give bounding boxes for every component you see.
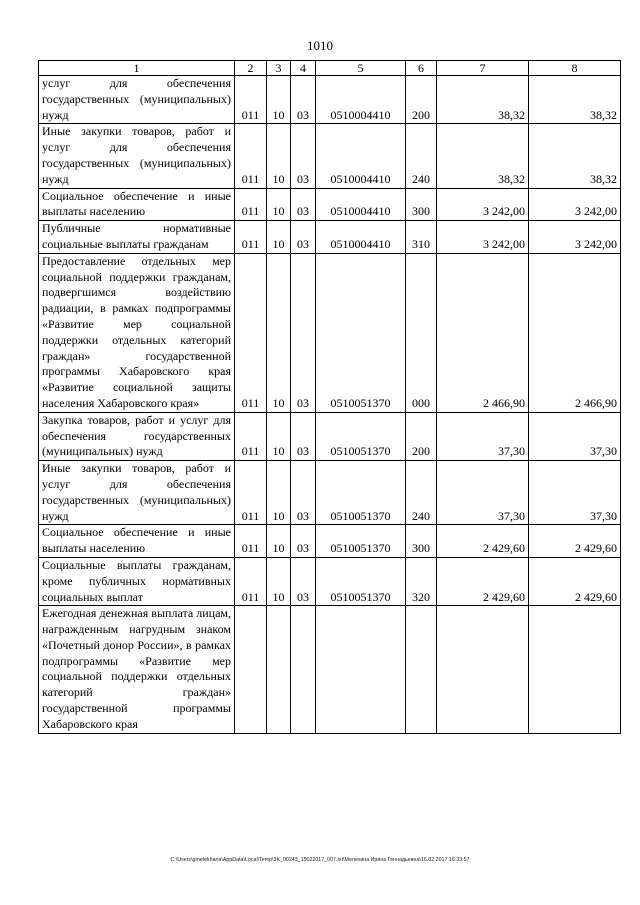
amount-actual: 3 242,00 xyxy=(529,188,621,221)
item-name: Публичные нормативные социальные выплаты гражданам xyxy=(39,221,235,254)
item-name: Ежегодная денежная выплата лицам, награжденным нагрудным знаком «Почетный донор России», в рамках подпрограммы «Развитие мер социальной поддержки отдельных категорий граждан» государственной программы Хабаровского края xyxy=(39,606,235,733)
subsection-code: 03 xyxy=(291,76,316,124)
item-name: Социальное обеспечение и иные выплаты населению xyxy=(39,188,235,221)
table-row xyxy=(39,253,621,412)
amount-plan: 3 242,00 xyxy=(437,188,529,221)
table-row xyxy=(39,557,621,605)
amount-plan: 2 466,90 xyxy=(437,253,529,412)
target-article-code: 0510051370 xyxy=(316,461,406,525)
page-number: 1010 xyxy=(307,38,333,53)
admin-code: 011 xyxy=(235,188,267,221)
amount-plan: 37,30 xyxy=(437,461,529,525)
section-code: 10 xyxy=(267,221,291,254)
admin-code: 011 xyxy=(235,76,267,124)
amount-actual: 38,32 xyxy=(529,124,621,188)
table-row xyxy=(39,412,621,460)
target-article-code: 0510004410 xyxy=(316,124,406,188)
amount-plan: 37,30 xyxy=(437,412,529,460)
item-name: Иные закупки товаров, работ и услуг для обеспечения государственных (муниципальных) нужд xyxy=(39,124,235,188)
expense-type-code: 240 xyxy=(406,124,437,188)
table-row xyxy=(39,461,621,525)
budget-table xyxy=(38,60,621,734)
amount-actual: 37,30 xyxy=(529,412,621,460)
subsection-code xyxy=(291,606,316,733)
subsection-code: 03 xyxy=(291,253,316,412)
section-code: 10 xyxy=(267,557,291,605)
target-article-code: 0510051370 xyxy=(316,525,406,558)
target-article-code: 0510004410 xyxy=(316,221,406,254)
col-header: 5 xyxy=(316,61,406,76)
table-row xyxy=(39,76,621,124)
expense-type-code: 200 xyxy=(406,76,437,124)
col-header: 8 xyxy=(529,61,621,76)
file-path-footer: C:\Users\gmelekhana\AppData\Local\Temp\3K_00243_15022017_007.txt\Мелехина Ирина Геннадьевна\16.02.2017 16:33:57 xyxy=(170,857,470,863)
table-row xyxy=(39,188,621,221)
subsection-code: 03 xyxy=(291,221,316,254)
col-header: 4 xyxy=(291,61,316,76)
section-code: 10 xyxy=(267,525,291,558)
amount-plan: 2 429,60 xyxy=(437,525,529,558)
admin-code: 011 xyxy=(235,124,267,188)
col-header: 3 xyxy=(267,61,291,76)
admin-code: 011 xyxy=(235,461,267,525)
expense-type-code: 300 xyxy=(406,188,437,221)
item-name: Социальные выплаты гражданам, кроме публичных нормативных социальных выплат xyxy=(39,557,235,605)
amount-plan: 2 429,60 xyxy=(437,557,529,605)
amount-actual xyxy=(529,606,621,733)
amount-actual: 2 429,60 xyxy=(529,525,621,558)
target-article-code: 0510004410 xyxy=(316,188,406,221)
section-code: 10 xyxy=(267,461,291,525)
table-row xyxy=(39,221,621,254)
section-code: 10 xyxy=(267,76,291,124)
amount-actual: 2 429,60 xyxy=(529,557,621,605)
expense-type-code: 240 xyxy=(406,461,437,525)
amount-plan: 3 242,00 xyxy=(437,221,529,254)
section-code: 10 xyxy=(267,188,291,221)
admin-code: 011 xyxy=(235,221,267,254)
admin-code xyxy=(235,606,267,733)
item-name: Социальное обеспечение и иные выплаты населению xyxy=(39,525,235,558)
amount-plan xyxy=(437,606,529,733)
expense-type-code: 300 xyxy=(406,525,437,558)
subsection-code: 03 xyxy=(291,124,316,188)
subsection-code: 03 xyxy=(291,412,316,460)
section-code: 10 xyxy=(267,253,291,412)
item-name: Иные закупки товаров, работ и услуг для обеспечения государственных (муниципальных) нужд xyxy=(39,461,235,525)
amount-actual: 2 466,90 xyxy=(529,253,621,412)
section-code: 10 xyxy=(267,412,291,460)
expense-type-code: 200 xyxy=(406,412,437,460)
table-row xyxy=(39,124,621,188)
expense-type-code: 320 xyxy=(406,557,437,605)
amount-actual: 37,30 xyxy=(529,461,621,525)
target-article-code: 0510051370 xyxy=(316,253,406,412)
table-row xyxy=(39,606,621,733)
table-row xyxy=(39,525,621,558)
col-header: 2 xyxy=(235,61,267,76)
admin-code: 011 xyxy=(235,557,267,605)
target-article-code: 0510051370 xyxy=(316,557,406,605)
amount-actual: 38,32 xyxy=(529,76,621,124)
expense-type-code xyxy=(406,606,437,733)
table-body xyxy=(39,61,621,734)
target-article-code xyxy=(316,606,406,733)
subsection-code: 03 xyxy=(291,525,316,558)
admin-code: 011 xyxy=(235,412,267,460)
subsection-code: 03 xyxy=(291,188,316,221)
target-article-code: 0510051370 xyxy=(316,412,406,460)
col-header: 1 xyxy=(39,61,235,76)
item-name: Закупка товаров, работ и услуг для обеспечения государственных (муниципальных) нужд xyxy=(39,412,235,460)
item-name: услуг для обеспечения государственных (муниципальных) нужд xyxy=(39,76,235,124)
target-article-code: 0510004410 xyxy=(316,76,406,124)
section-code: 10 xyxy=(267,124,291,188)
admin-code: 011 xyxy=(235,525,267,558)
amount-actual: 3 242,00 xyxy=(529,221,621,254)
amount-plan: 38,32 xyxy=(437,124,529,188)
admin-code: 011 xyxy=(235,253,267,412)
col-header: 7 xyxy=(437,61,529,76)
section-code xyxy=(267,606,291,733)
amount-plan: 38,32 xyxy=(437,76,529,124)
expense-type-code: 310 xyxy=(406,221,437,254)
expense-type-code: 000 xyxy=(406,253,437,412)
col-header: 6 xyxy=(406,61,437,76)
subsection-code: 03 xyxy=(291,461,316,525)
subsection-code: 03 xyxy=(291,557,316,605)
header-row xyxy=(39,61,621,76)
item-name: Предоставление отдельных мер социальной поддержки гражданам, подвергшимся воздействию радиации, в рамках подпрограммы «Развитие мер социальной поддержки отдельных категорий граждан» государственной программы Хабаровского края «Развитие социальной защиты населения Хабаровского края» xyxy=(39,253,235,412)
